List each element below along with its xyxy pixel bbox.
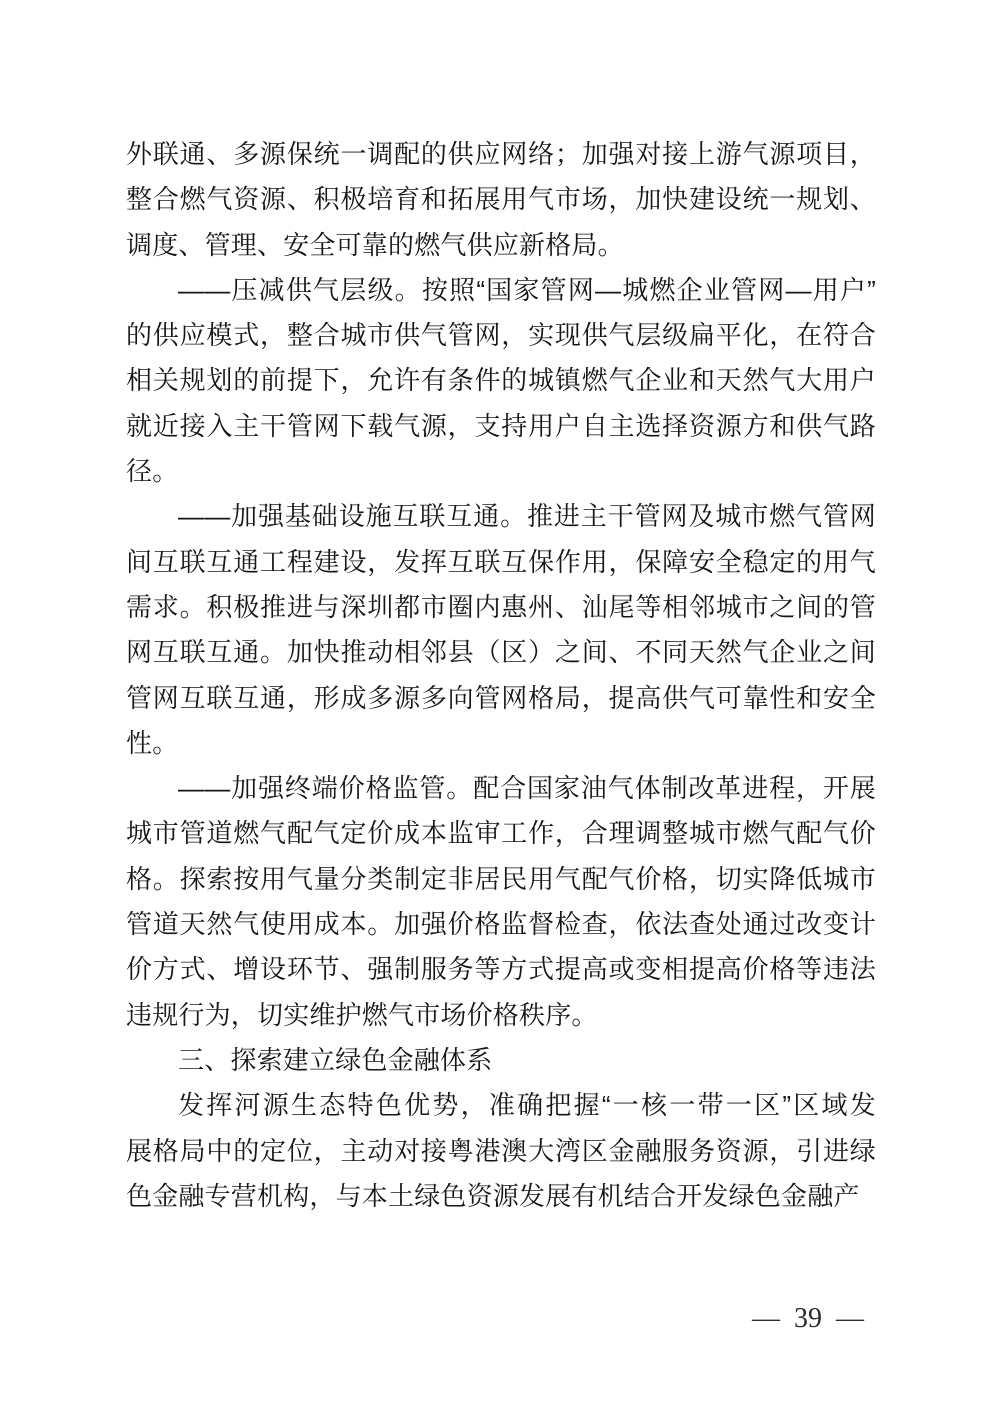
- text-line: 的供应模式，整合城市供气管网，实现供气层级扁平化，在符合: [126, 320, 876, 351]
- text-line: 发挥河源生态特色优势，准确把握“一核一带一区”区域发: [178, 1090, 876, 1121]
- text-line: 外联通、多源保统一调配的供应网络；加强对接上游气源项目，: [126, 139, 876, 169]
- text-line: 径。: [126, 456, 179, 487]
- text-line: 色金融专营机构，与本土绿色资源发展有机结合开发绿色金融产: [126, 1180, 860, 1211]
- text-line: 就近接入主干管网下载气源，支持用户自主选择资源方和供气路: [126, 410, 876, 441]
- text-line: 管网互联互通，形成多源多向管网格局，提高供气可靠性和安全: [126, 682, 876, 713]
- text-line: 价方式、增设环节、强制服务等方式提高或变相提高价格等违法: [126, 954, 876, 985]
- text-line: 三、探索建立绿色金融体系: [178, 1044, 493, 1075]
- body-text-block: [126, 132, 876, 1219]
- paragraph-green-finance-intro: [126, 1083, 876, 1219]
- text-line: 城市管道燃气配气定价成本监审工作，合理调整城市燃气配气价: [126, 818, 876, 849]
- text-line: 相关规划的前提下，允许有条件的城镇燃气企业和天然气大用户: [126, 365, 876, 396]
- text-line: 整合燃气资源、积极培育和拓展用气市场，加快建设统一规划、: [126, 184, 876, 215]
- paragraph-compress-gas-supply-levels: [126, 268, 876, 494]
- text-line: ——压减供气层级。按照“国家管网—城燃企业管网—用户”: [178, 274, 876, 305]
- text-line: 间互联互通工程建设，发挥互联互保作用，保障安全稳定的用气: [126, 546, 876, 577]
- text-line: ——加强基础设施互联互通。推进主干管网及城市燃气管网: [178, 501, 876, 532]
- text-line: 调度、管理、安全可靠的燃气供应新格局。: [126, 229, 624, 260]
- text-line: 违规行为，切实维护燃气市场价格秩序。: [126, 999, 598, 1030]
- heading-section-three-green-finance: [126, 1038, 876, 1083]
- page-number-dash-right: —: [836, 1303, 864, 1334]
- text-line: 网互联互通。加快推动相邻县（区）之间、不同天然气企业之间: [126, 637, 876, 668]
- page-number: [752, 1303, 864, 1335]
- paragraph-terminal-price-regulation: [126, 766, 876, 1038]
- text-line: 需求。积极推进与深圳都市圈内惠州、汕尾等相邻城市之间的管: [126, 591, 876, 622]
- paragraph-infrastructure-interconnection: [126, 494, 876, 766]
- page-number-dash-left: —: [752, 1303, 780, 1334]
- text-line: 展格局中的定位，主动对接粤港澳大湾区金融服务资源，引进绿: [126, 1135, 876, 1166]
- text-line: ——加强终端价格监管。配合国家油气体制改革进程，开展: [178, 773, 876, 804]
- paragraph-gas-supply-network-continuation: [126, 132, 876, 268]
- page-number-value: 39: [794, 1303, 822, 1334]
- text-line: 性。: [126, 727, 179, 758]
- text-line: 格。探索按用气量分类制定非居民用气配气价格，切实降低城市: [126, 863, 876, 894]
- text-line: 管道天然气使用成本。加强价格监督检查，依法查处通过改变计: [126, 909, 876, 940]
